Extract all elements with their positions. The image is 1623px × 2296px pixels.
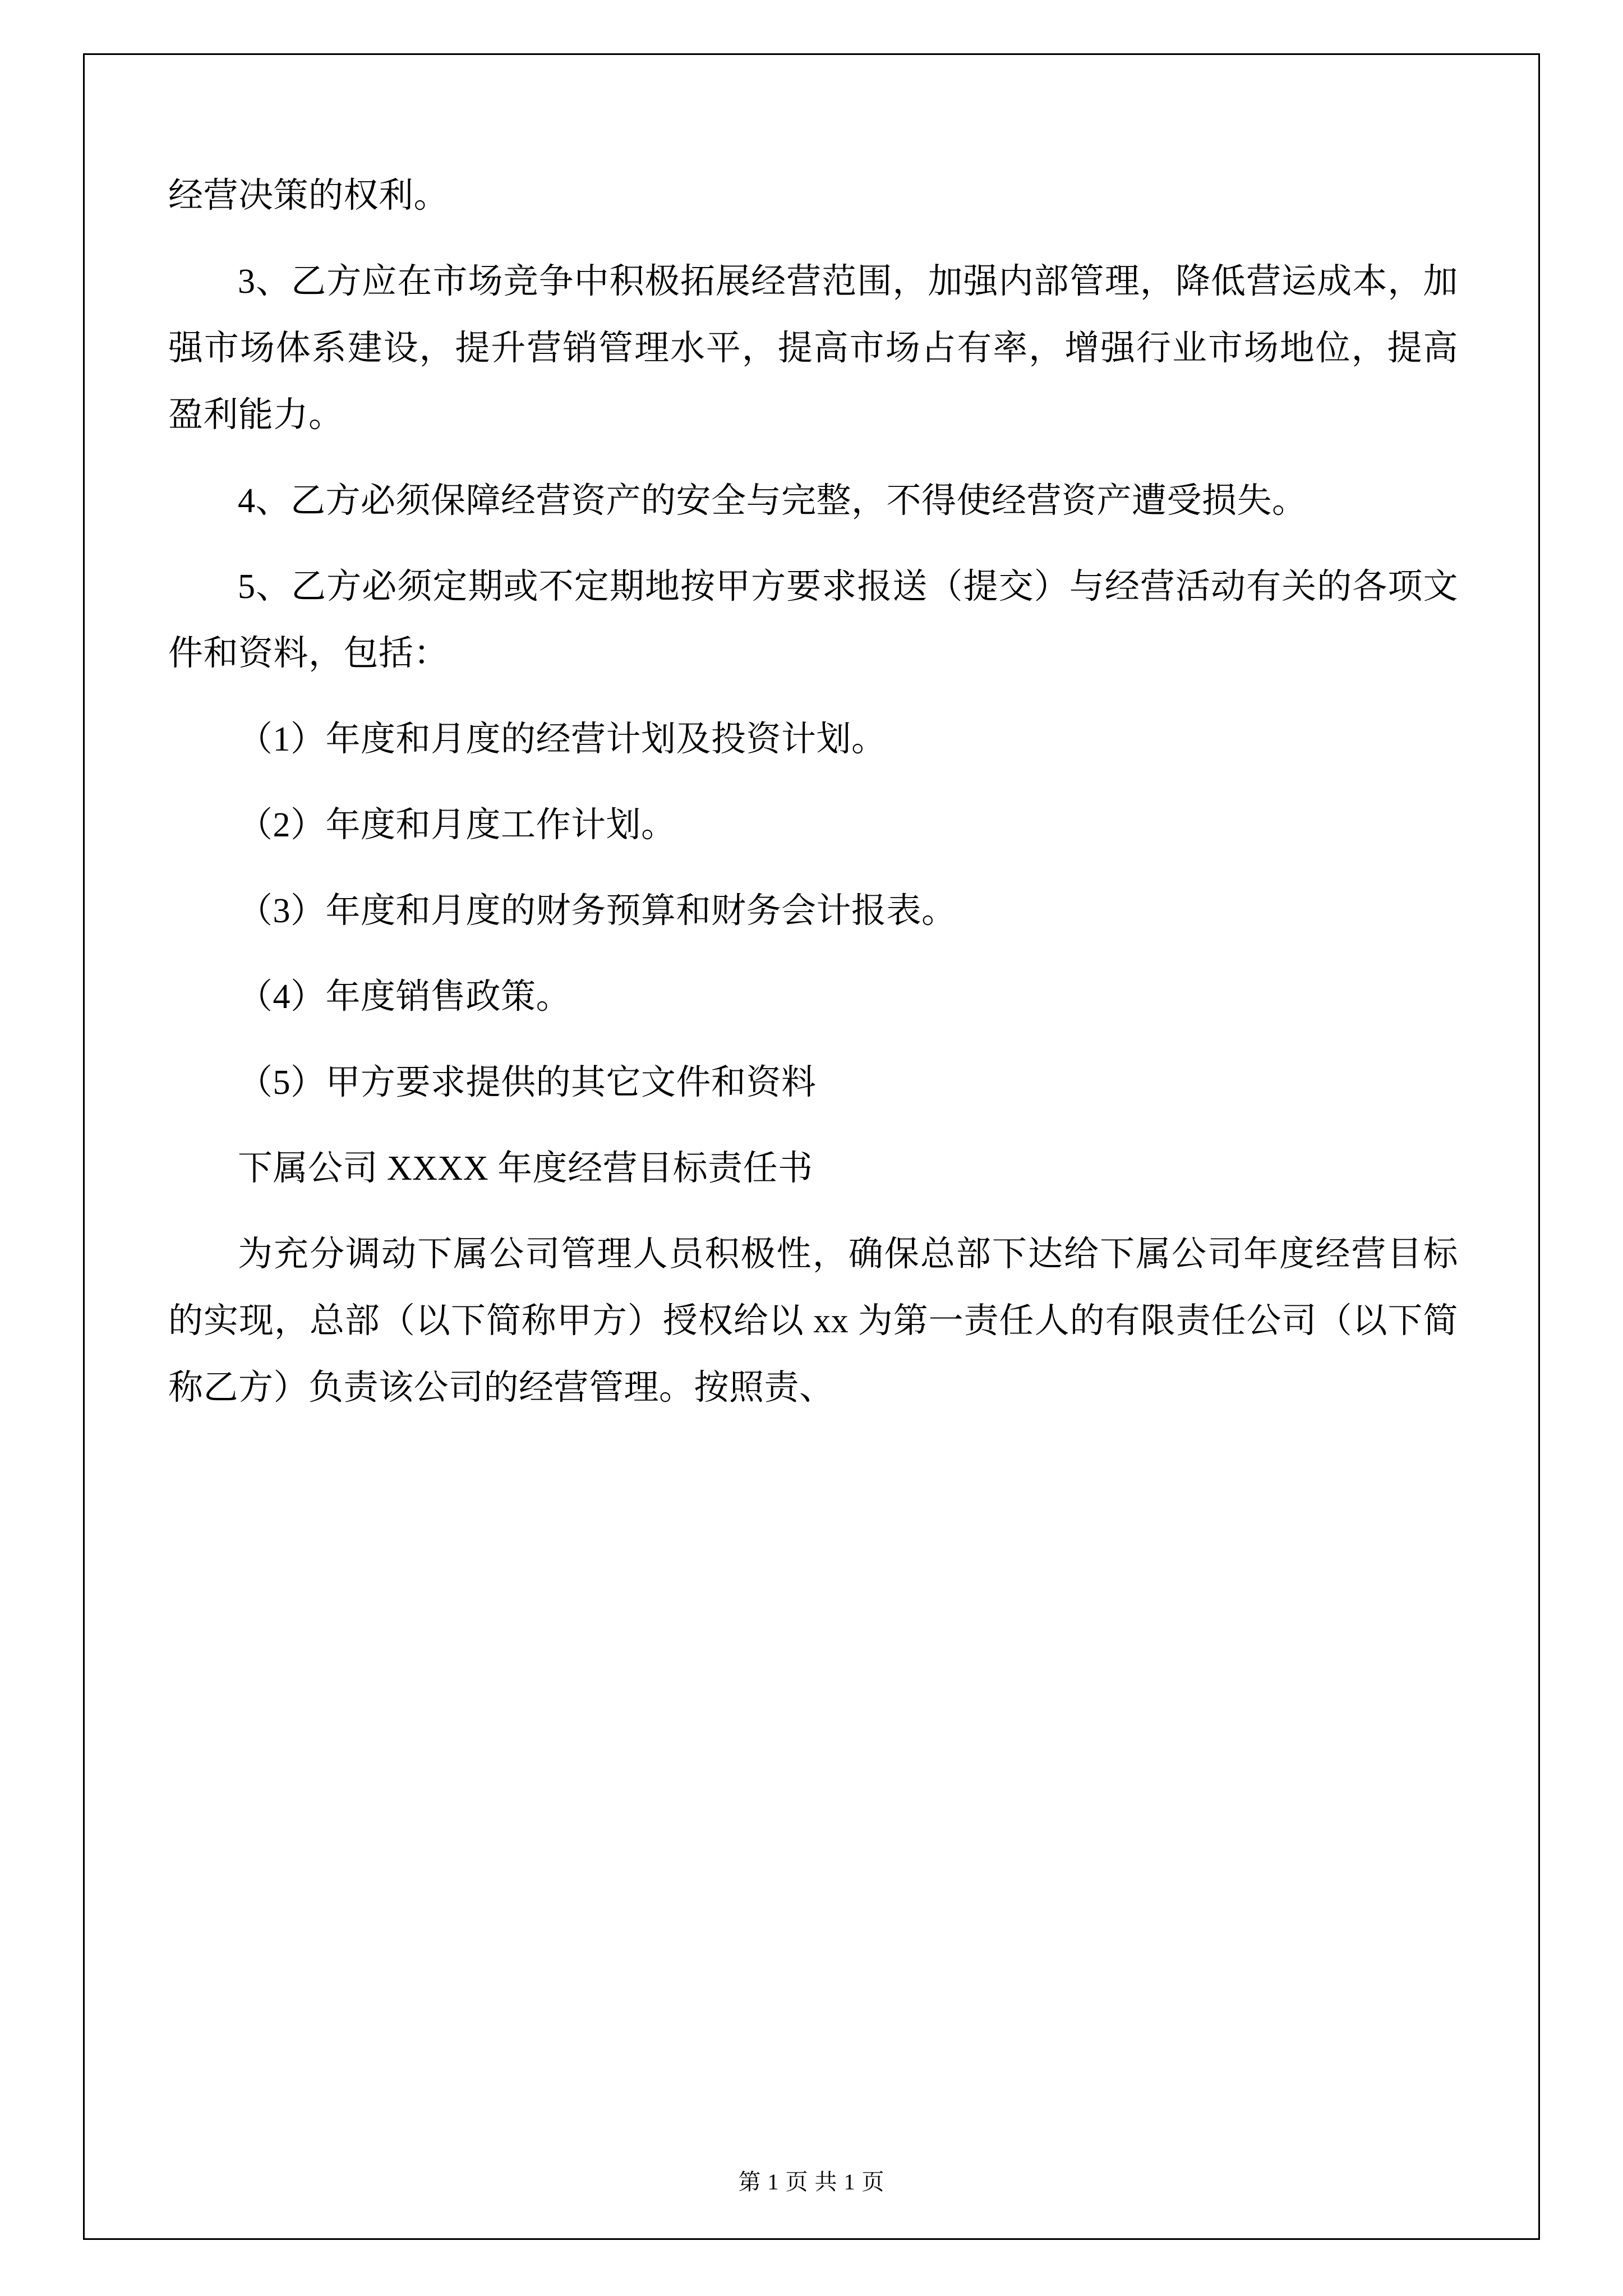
paragraph: 5、乙方必须定期或不定期地按甲方要求报送（提交）与经营活动有关的各项文件和资料，包括： xyxy=(168,568,1458,673)
section-heading: 下属公司 XXXX 年度经营目标责任书 xyxy=(238,1149,813,1188)
paragraph: （3）年度和月度的财务预算和财务会计报表。 xyxy=(238,892,957,931)
paragraph: （4）年度销售政策。 xyxy=(238,978,571,1016)
paragraph: （2）年度和月度工作计划。 xyxy=(238,806,676,845)
paragraph: 为充分调动下属公司管理人员积极性，确保总部下达给下属公司年度经营目标的实现，总部（以下简称甲方）授权给以 xx 为第一责任人的有限责任公司（以下简称乙方）负责该公司的经营管理。按照责、 xyxy=(168,1235,1458,1407)
page-footer: 第 1 页 共 1 页 xyxy=(738,2169,885,2194)
paragraph: （1）年度和月度的经营计划及投资计划。 xyxy=(238,720,887,759)
document-body xyxy=(168,163,1458,1441)
paragraph: 4、乙方必须保障经营资产的安全与完整，不得使经营资产遭受损失。 xyxy=(238,482,1307,521)
paragraph: 经营决策的权利。 xyxy=(168,177,449,215)
paragraph: （5）甲方要求提供的其它文件和资料 xyxy=(238,1064,817,1102)
paragraph: 3、乙方应在市场竞争中积极拓展经营范围，加强内部管理，降低营运成本，加强市场体系建设，提升营销管理水平，提高市场占有率，增强行业市场地位，提高盈利能力。 xyxy=(168,263,1458,435)
